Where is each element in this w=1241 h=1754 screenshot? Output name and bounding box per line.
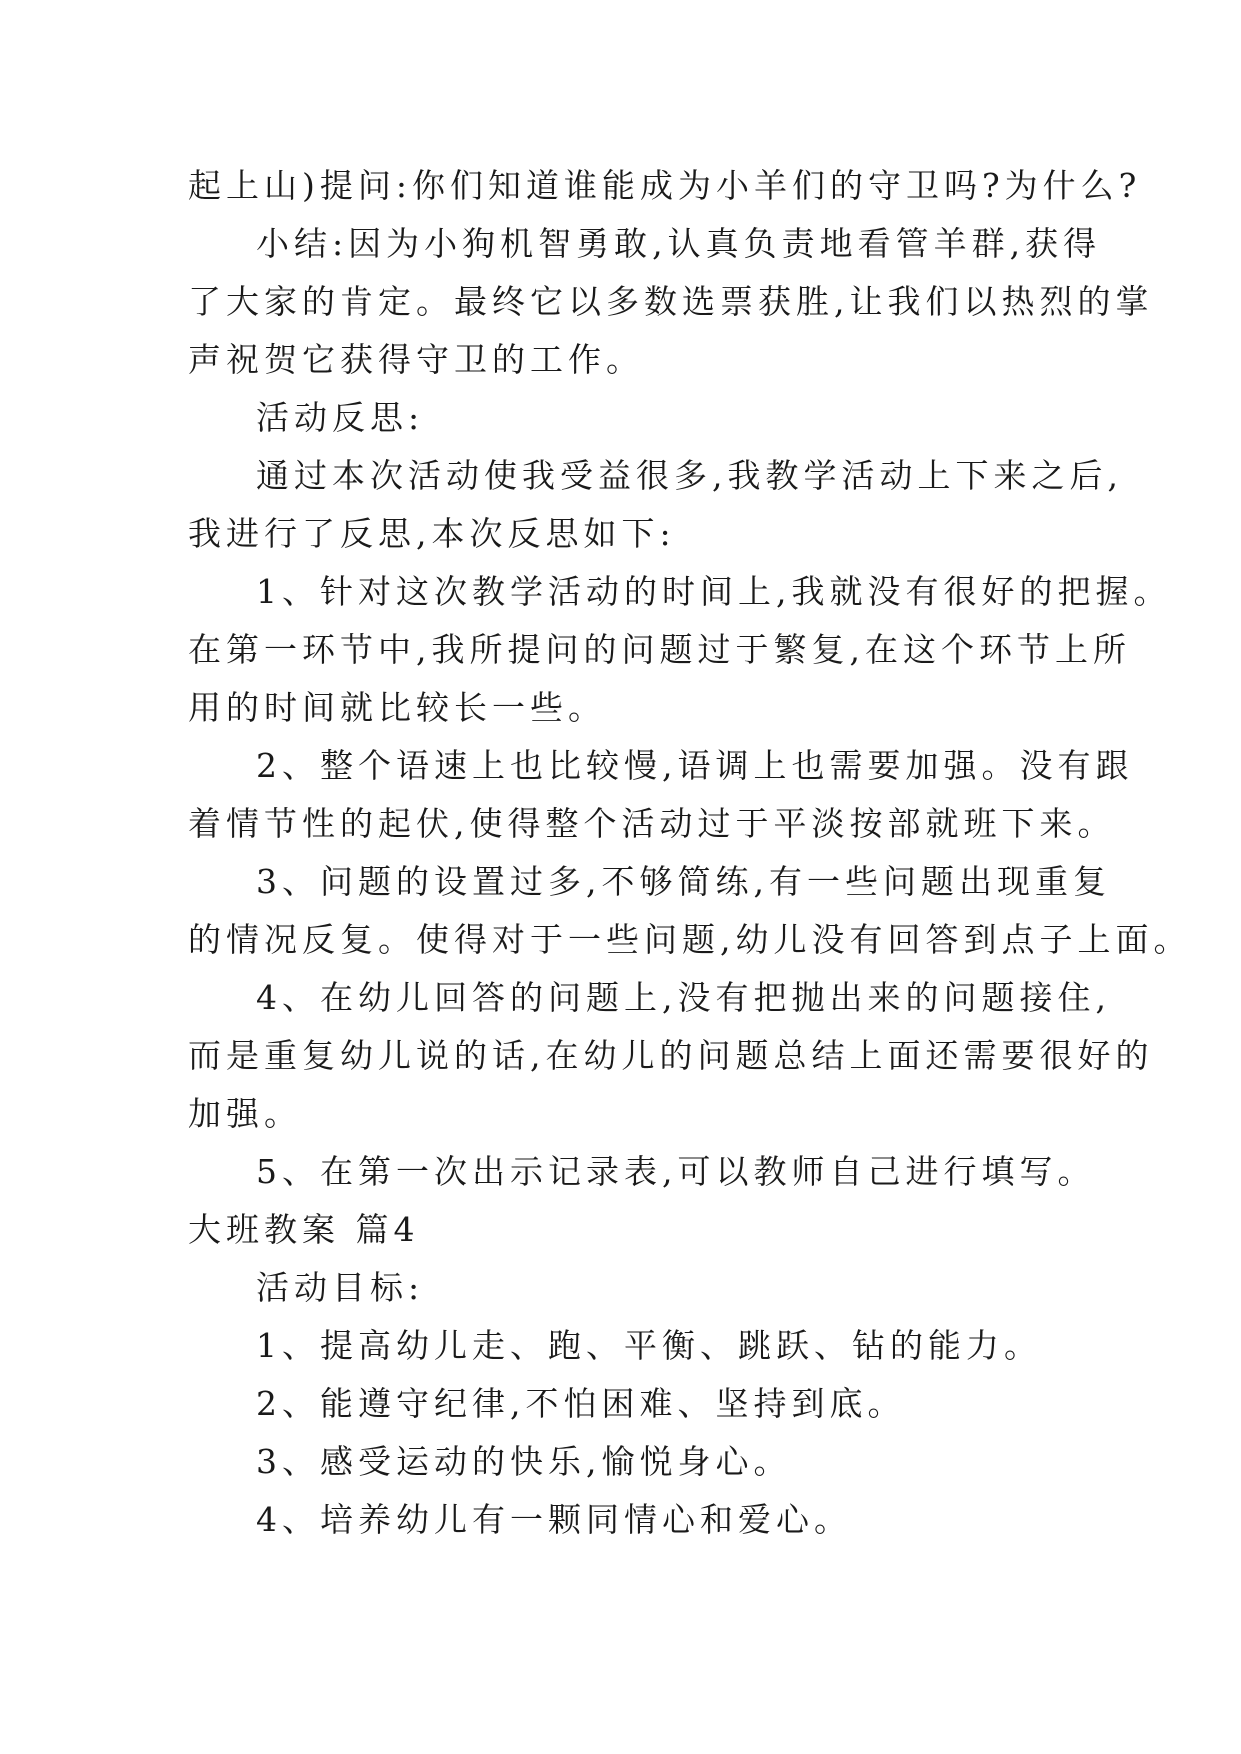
section-label-reflection: 活动反思: [256, 398, 425, 437]
list-item-1: 1、针对这次教学活动的时间上,我就没有很好的把握。 [256, 572, 1172, 611]
summary-paragraph: 小结:因为小狗机智勇敢,认真负责地看管羊群,获得 [256, 224, 1102, 263]
goal-item-3: 3、感受运动的快乐,愉悦身心。 [256, 1442, 792, 1481]
list-item-4: 4、在幼儿回答的问题上,没有把抛出来的问题接住, [256, 978, 1111, 1017]
paragraph-line: 起上山)提问:你们知道谁能成为小羊们的守卫吗?为什么? [188, 166, 1142, 205]
paragraph-line: 声祝贺它获得守卫的工作。 [188, 340, 644, 379]
paragraph-line: 的情况反复。使得对于一些问题,幼儿没有回答到点子上面。 [188, 920, 1192, 959]
section-heading: 大班教案 篇4 [188, 1210, 420, 1249]
list-item-3: 3、问题的设置过多,不够简练,有一些问题出现重复 [256, 862, 1111, 901]
paragraph-line: 在第一环节中,我所提问的问题过于繁复,在这个环节上所 [188, 630, 1131, 669]
list-item-2: 2、整个语速上也比较慢,语调上也需要加强。没有跟 [256, 746, 1134, 785]
paragraph-line: 我进行了反思,本次反思如下: [188, 514, 676, 553]
paragraph-line: 了大家的肯定。最终它以多数选票获胜,让我们以热烈的掌 [188, 282, 1154, 321]
section-label-goals: 活动目标: [256, 1268, 425, 1307]
goal-item-4: 4、培养幼儿有一颗同情心和爱心。 [256, 1500, 852, 1539]
list-item-5: 5、在第一次出示记录表,可以教师自己进行填写。 [256, 1152, 1096, 1191]
paragraph-line: 而是重复幼儿说的话,在幼儿的问题总结上面还需要很好的 [188, 1036, 1154, 1075]
paragraph-line: 用的时间就比较长一些。 [188, 688, 606, 727]
goal-item-1: 1、提高幼儿走、跑、平衡、跳跃、钻的能力。 [256, 1326, 1042, 1365]
document-body [188, 157, 1192, 1549]
reflection-paragraph: 通过本次活动使我受益很多,我教学活动上下来之后, [256, 456, 1123, 495]
paragraph-line: 加强。 [188, 1094, 302, 1133]
goal-item-2: 2、能遵守纪律,不怕困难、坚持到底。 [256, 1384, 906, 1423]
paragraph-line: 着情节性的起伏,使得整个活动过于平淡按部就班下来。 [188, 804, 1116, 843]
